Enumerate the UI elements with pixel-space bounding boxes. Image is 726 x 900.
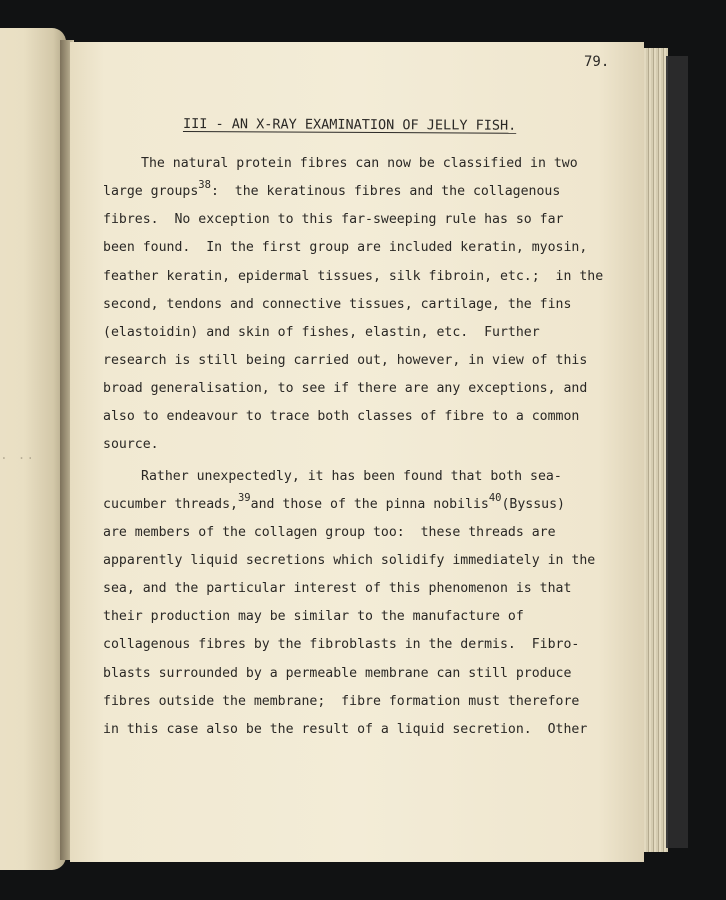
text-line: fibres outside the membrane; fibre formation must therefore [103,693,580,709]
footnote-ref: 39 [237,491,251,504]
text-line: in this case also be the result of a liquid secretion. Other [103,721,588,737]
text-line: fibres. No exception to this far-sweeping rule has so far [103,212,564,228]
section-heading: III - AN X-RAY EXAMINATION OF JELLY FISH. [182,116,517,134]
text-line: (elastoidin) and skin of fishes, elastin, etc. Further [103,324,540,340]
text-line: source. [103,437,159,453]
text-line: are members of the collagen group too: these threads are [103,524,556,540]
text-run: and those of the pinna nobilis [250,496,489,512]
text-line [103,491,623,519]
text-line: also to endeavour to trace both classes of fibre to a common [103,409,580,425]
text-run: large groups [103,184,199,200]
text-line: research is still being carried out, however, in view of this [103,352,588,368]
footnote-ref: 38 [198,179,211,192]
text-line: second, tendons and connective tissues, cartilage, the fins [103,296,572,312]
text-line: sea, and the particular interest of this phenomenon is that [103,581,572,597]
text-line: feather keratin, epidermal tissues, silk fibroin, etc.; in the [103,268,604,284]
text-line: been found. In the first group are included keratin, myosin, [103,240,588,256]
text-line: The natural protein fibres can now be classified in two [141,156,578,171]
footnote-ref: 40 [488,491,502,504]
text-line: their production may be similar to the manufacture of [103,609,524,625]
text-run: : the keratinous fibres and the collagenous [210,184,561,200]
text-line: Rather unexpectedly, it has been found that both sea- [141,468,562,484]
text-line: collagenous fibres by the fibroblasts in the dermis. Fibro- [103,637,580,653]
text-run: cucumber threads, [103,496,238,512]
left-page-mark: . .. [0,448,36,463]
left-page-edge [0,28,66,870]
body-text [103,150,623,744]
page-number: 79. [584,54,610,70]
text-line: broad generalisation, to see if there are any exceptions, and [103,381,588,397]
text-line: apparently liquid secretions which solidify immediately in the [103,552,596,568]
text-line: blasts surrounded by a permeable membrane can still produce [103,665,572,681]
book-cover [666,56,688,848]
text-line [103,178,623,206]
text-run: (Byssus) [501,496,566,512]
